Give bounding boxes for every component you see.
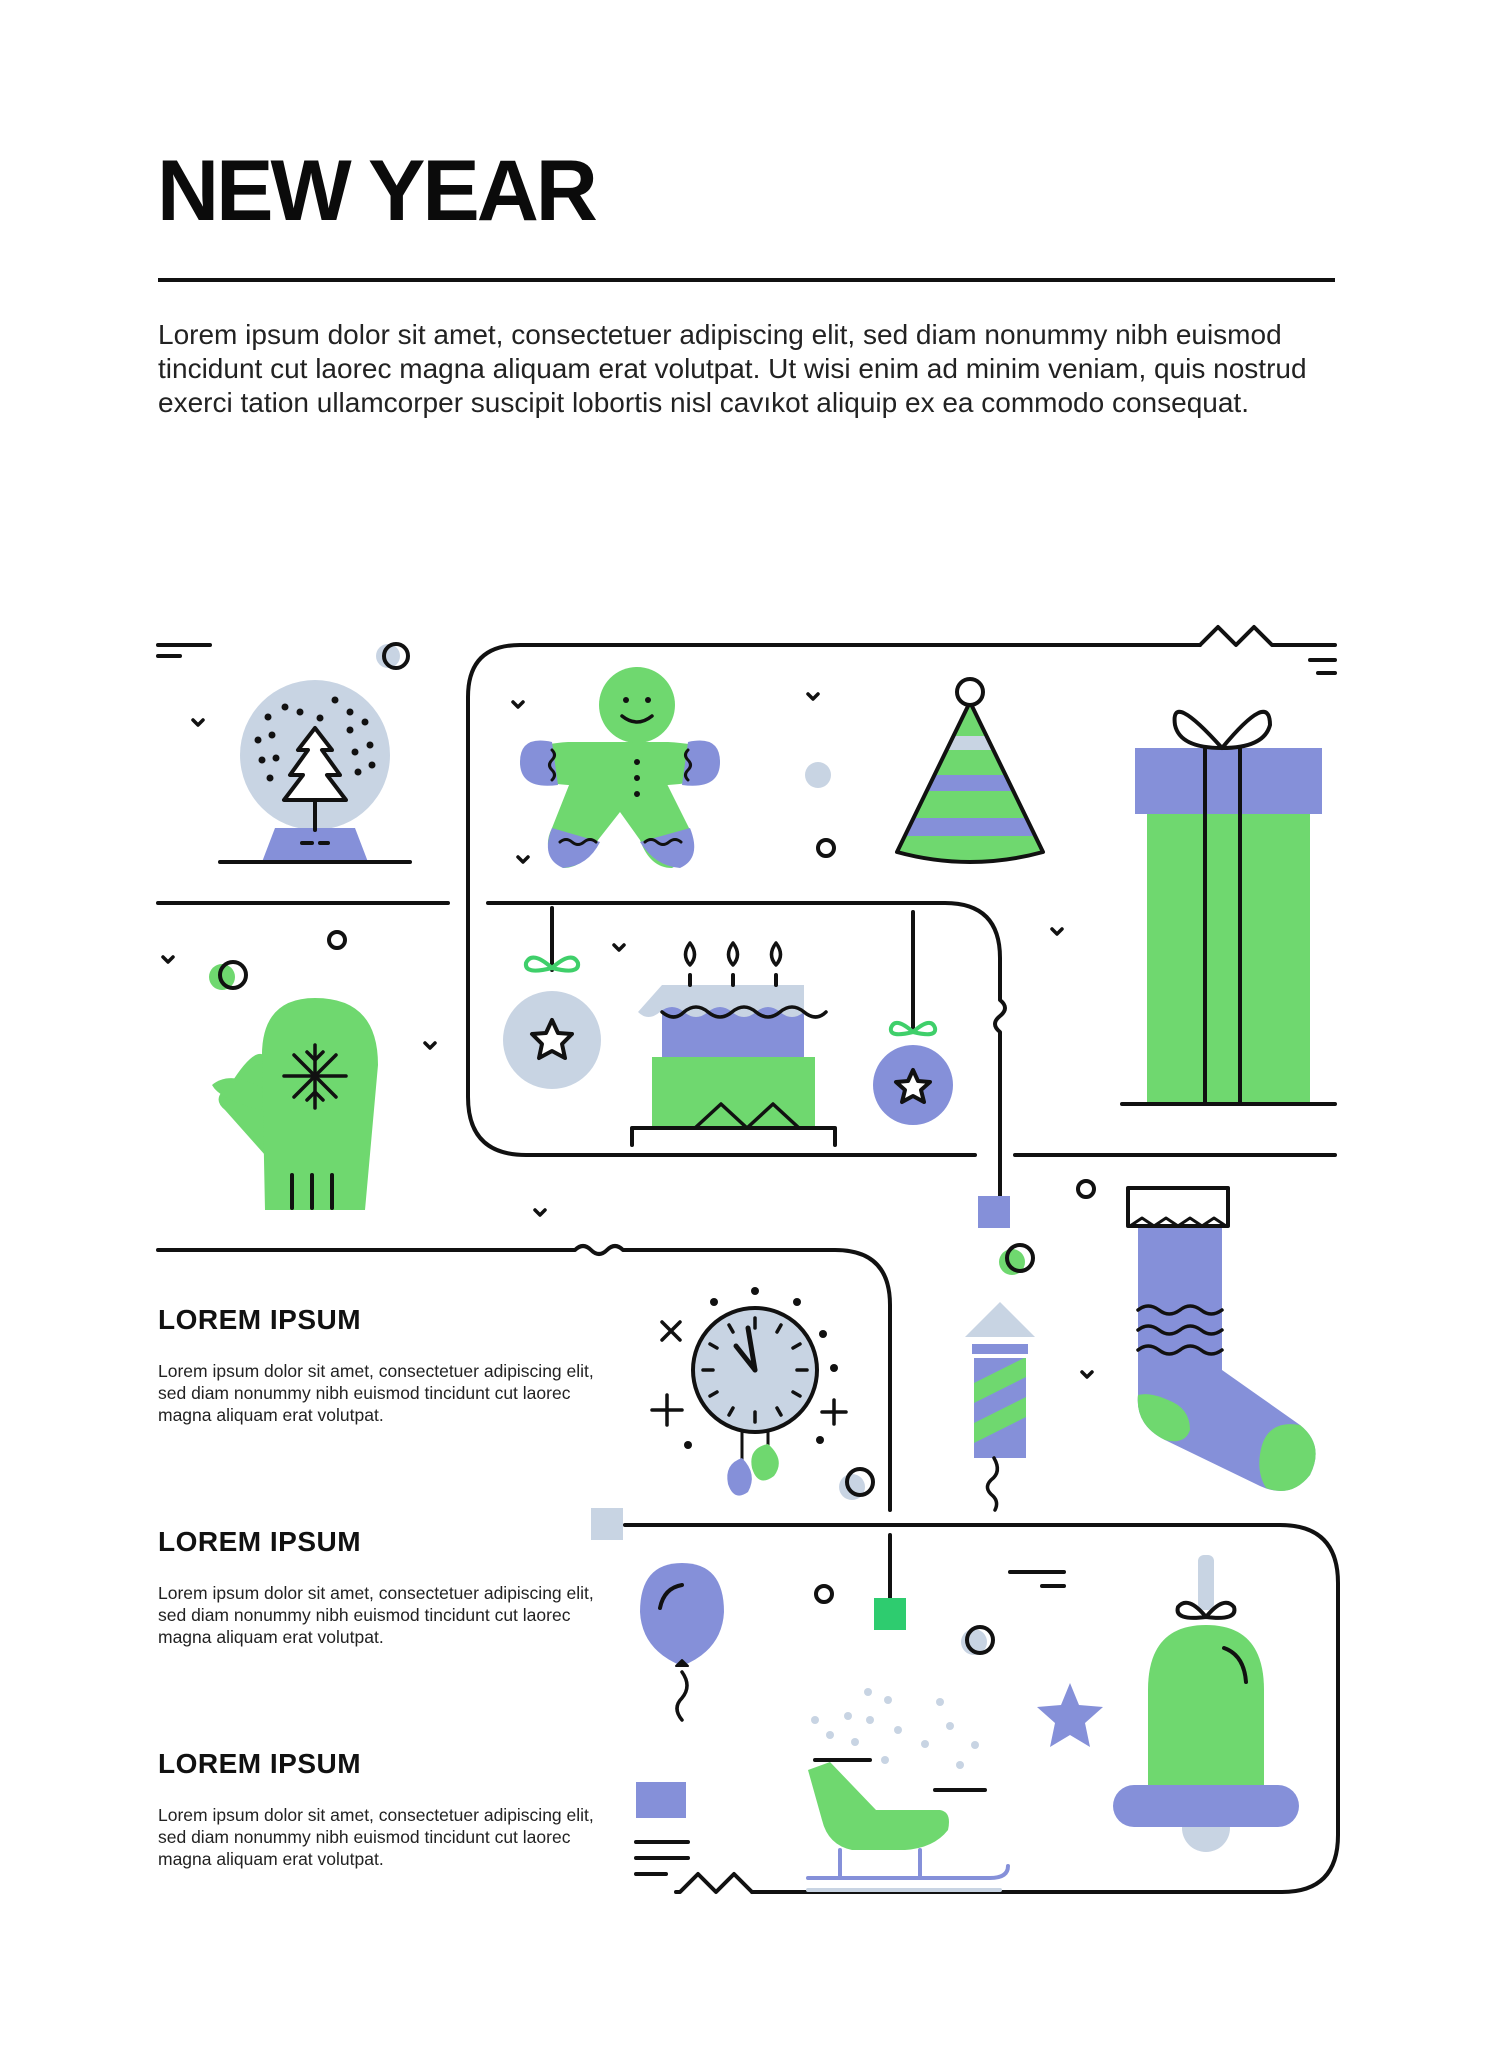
info-heading: LOREM IPSUM	[158, 1526, 362, 1557]
info-text: Lorem ipsum dolor sit amet, consectetuer adipiscing elit, sed diam nonummy nibh euismod tincidunt cut laorec magna aliquam erat volutpat.	[158, 1805, 594, 1869]
stocking-icon	[1128, 1188, 1316, 1491]
info-text: Lorem ipsum dolor sit amet, consectetuer adipiscing elit, sed diam nonummy nibh euismod tincidunt cut laorec magna aliquam erat volutpat.	[158, 1361, 594, 1425]
birthday-cake-icon	[632, 943, 835, 1145]
star-icon	[1037, 1683, 1103, 1747]
info-text: Lorem ipsum dolor sit amet, consectetuer adipiscing elit, sed diam nonummy nibh euismod tincidunt cut laorec magna aliquam erat volutpat.	[158, 1583, 594, 1647]
ornament-icon	[503, 908, 601, 1089]
clock-icon	[652, 1287, 846, 1496]
sleigh-icon	[808, 1688, 1008, 1890]
bell-icon	[1113, 1555, 1299, 1852]
snow-globe-icon	[220, 680, 410, 862]
ornament-icon	[873, 912, 953, 1125]
balloon-icon	[640, 1563, 724, 1720]
party-hat-icon	[880, 679, 1060, 862]
intro-paragraph: Lorem ipsum dolor sit amet, consectetuer adipiscing elit, sed diam nonummy nibh euismod tincidunt cut laorec magna aliquam erat volutpat. Ut wisi enim ad minim veniam, quis nostrud exerci tation ullamcorper suscipit lobortis nisl cavıkot aliquip ex ea commodo consequat.	[158, 319, 1307, 418]
mitten-icon	[212, 998, 378, 1210]
gingerbread-man-icon	[520, 667, 720, 868]
page-title: NEW YEAR	[157, 143, 595, 239]
info-heading: LOREM IPSUM	[158, 1748, 362, 1779]
info-heading: LOREM IPSUM	[158, 1304, 362, 1335]
firework-rocket-icon	[960, 1302, 1040, 1510]
gift-box-icon	[1122, 712, 1335, 1104]
